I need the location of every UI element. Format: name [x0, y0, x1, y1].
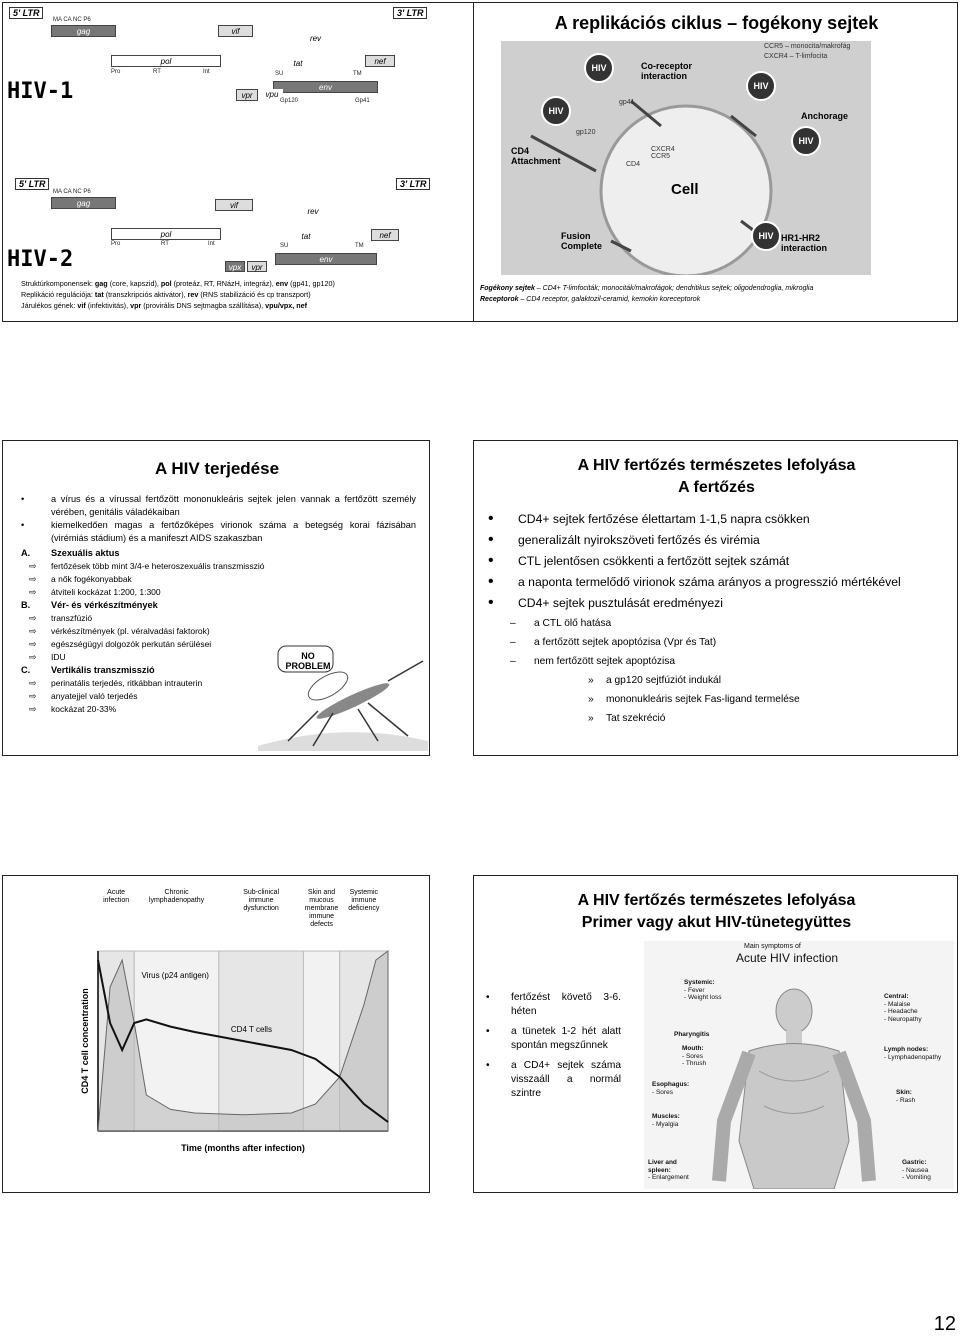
hiv1-ltr5: 5' LTR: [9, 7, 43, 19]
arrow-item: [21, 586, 416, 599]
arrow-item: [21, 560, 416, 573]
label-esophagus: [652, 1081, 689, 1096]
list-item: • CD4+ sejtek pusztulását eredményezi: [488, 594, 723, 611]
bullet-item: • fertőzést követő 3-6. héten: [486, 992, 621, 1017]
label-items: - Nausea - Vomiting: [902, 1166, 931, 1181]
hiv2-env-tm: TM: [355, 243, 364, 249]
caption-text: Struktúrkomponensek:: [21, 279, 95, 288]
item-text: a nők fogékonyabbak: [51, 574, 132, 584]
arrow-item: [21, 612, 416, 625]
label-title: Muscles:: [652, 1113, 680, 1120]
hr-interaction-label: HR1-HR2 interaction: [781, 233, 828, 253]
slide-acute-syndrome: [473, 875, 958, 1193]
bullet-text: fertőzést követő 3-6. héten: [511, 992, 621, 1017]
label-central: [884, 993, 922, 1023]
anchorage-label: Anchorage: [801, 111, 849, 121]
label-gastric: [902, 1159, 931, 1182]
arrow-icon: ⇨: [29, 574, 37, 584]
phase-label: Skin and mucous membrane immune defects: [304, 889, 339, 928]
label-title: Mouth:: [682, 1045, 704, 1052]
section-title: Vér- és vérkészítmények: [51, 600, 158, 610]
figure-heading-1: Main symptoms of: [744, 943, 801, 950]
label-title: Central:: [884, 993, 909, 1000]
coreceptor-label: Co-receptor interaction: [641, 61, 693, 81]
caption-text: – CD4 receptor, galaktozil-ceramid, kemokin koreceptorok: [518, 296, 701, 303]
cd4-attachment-label: CD4 Attachment: [511, 146, 561, 166]
ccr5-note: CCR5 – monocita/makrofág: [764, 43, 851, 50]
hiv2-gag-sub: MA CA NC P6: [53, 189, 91, 195]
hiv-entry-diagram: [501, 41, 871, 275]
section-mark: A.: [21, 548, 31, 558]
bullet-text: a vírus és a vírussal fertőzött mononukleáris sejtek jelen vannak a fertőzött személy vérében, genitális váladékaiban: [51, 494, 416, 517]
arrow-icon: ⇨: [29, 691, 37, 701]
hiv1-pol-gene: pol: [111, 55, 221, 67]
cartoon-bubble-text: NO PROBLEM: [285, 651, 331, 671]
hiv2-rev-gene: rev: [288, 206, 338, 218]
list-item: – nem fertőzött sejtek apoptózisa: [510, 656, 676, 667]
hiv1-tat-gene: tat: [273, 58, 323, 70]
arrow-icon: ⇨: [29, 561, 37, 571]
hiv2-label: HIV-2: [7, 247, 74, 272]
slide-title: [474, 890, 958, 934]
label-items: - Myalgia: [652, 1120, 679, 1128]
title-line: A HIV fertőzés természetes lefolyása: [577, 457, 856, 474]
item-text: egészségügyi dolgozók perkután sérülései: [51, 639, 212, 649]
slide-hiv-spread: [2, 440, 430, 756]
arrow-icon: ⇨: [29, 704, 37, 714]
y-axis-label: CD4 T cell concentration: [80, 988, 90, 1094]
item-text: átviteli kockázat 1:200, 1:300: [51, 587, 161, 597]
hiv1-gag-gene: gag: [51, 25, 116, 37]
caption-text: – CD4+ T-limfociták; monociták/makrofágok; dendritikus sejtek; oligodendroglia, mikroglia: [534, 285, 814, 292]
slide-genome-map: [2, 2, 487, 322]
list-item-text: a fertőzött sejtek apoptózisa (Vpr és Tat): [534, 637, 717, 648]
phase-label: Sub-clinical immune dysfunction: [243, 889, 280, 912]
list-item: » Tat szekréció: [588, 713, 666, 724]
label-systemic: [684, 979, 721, 1002]
title-line: Primer vagy akut HIV-tünetegyüttes: [581, 914, 852, 931]
hiv1-pol-pro: Pro: [111, 69, 121, 75]
hiv1-gag-sub: MA CA NC P6: [53, 17, 91, 23]
label-title: Gastric:: [902, 1159, 927, 1166]
label-title: Pharyngitis: [674, 1031, 710, 1038]
arrow-icon: ⇨: [29, 587, 37, 597]
list-item-text: Tat szekréció: [606, 713, 666, 724]
label-items: - Enlargement: [648, 1174, 689, 1181]
hiv1-pol-int: Int: [203, 69, 210, 75]
list-item-text: generalizált nyirokszöveti fertőzés és virémia: [518, 533, 760, 547]
hiv1-rev-gene: rev: [288, 33, 343, 45]
caption-gag: gag: [94, 279, 108, 288]
arrow-icon: ⇨: [29, 639, 37, 649]
item-text: fertőzések több mint 3/4-e heteroszexuális transzmisszió: [51, 561, 265, 571]
hiv1-ltr3: 3' LTR: [393, 7, 427, 19]
phase-label: Acute infection: [103, 889, 130, 904]
hiv2-pol-pro: Pro: [111, 241, 121, 247]
cd4-time-chart: [3, 876, 429, 1192]
phase-column: [219, 951, 304, 1131]
caption-text: Járulékos gének:: [21, 301, 78, 310]
label-items: - Rash: [896, 1096, 916, 1104]
section-b-heading: [21, 599, 416, 612]
hiv1-vpr-gene: vpr: [236, 89, 258, 101]
caption-vpr: vpr: [130, 301, 142, 310]
cd4-series-label: CD4 T cells: [230, 1025, 272, 1034]
label-title: Esophagus:: [652, 1081, 690, 1088]
caption-text: Replikáció regulációja:: [21, 290, 95, 299]
label-muscles: [652, 1113, 680, 1128]
hiv1-env-su: SU: [275, 71, 284, 77]
list-item: • a naponta termelődő virionok száma arányos a progresszió mértékével: [488, 573, 901, 590]
slide-replication-cycle: [473, 2, 958, 322]
label-skin: [896, 1089, 915, 1104]
label-lymph-nodes: [884, 1046, 941, 1061]
hiv2-pol-gene: pol: [111, 228, 221, 240]
hiv2-nef-gene: nef: [371, 229, 399, 241]
hiv-virion-icon: HIV: [751, 221, 781, 251]
gp41-label: gp41: [619, 99, 635, 106]
hiv1-gp120: Gp120: [280, 98, 299, 104]
cxcr4-note: CXCR4 – T-limfocita: [764, 53, 828, 60]
fusion-label: Fusion Complete: [561, 231, 603, 251]
item-text: vérkészítmények (pl. véralvadási faktorok): [51, 626, 210, 636]
caption-pol: pol: [160, 279, 172, 288]
susceptible-cells-caption: [480, 283, 950, 305]
hiv-virion-icon: HIV: [746, 71, 776, 101]
item-text: perinatális terjedés, ritkábban intrauterin: [51, 678, 203, 688]
list-item: • generalizált nyirokszöveti fertőzés és virémia: [488, 531, 760, 548]
cd4-label: CD4: [626, 161, 641, 168]
title-line: A fertőzés: [678, 479, 755, 496]
bullet-item: • a CD4+ sejtek száma visszaáll a normál szintre: [486, 1060, 621, 1099]
slide-natural-course: [473, 440, 958, 756]
hiv1-vif-gene: vif: [218, 25, 253, 37]
caption-tat: tat: [94, 290, 104, 299]
hiv2-vpr-gene: vpr: [247, 261, 267, 272]
arrow-icon: ⇨: [29, 652, 37, 662]
label-title: Lymph nodes:: [884, 1046, 929, 1053]
slide-title: A replikációs ciklus – fogékony sejtek: [554, 13, 879, 33]
label-items: - Malaise - Headache - Neuropathy: [884, 1000, 922, 1023]
hiv2-vpx-gene: vpx: [225, 261, 245, 272]
list-item-text: CD4+ sejtek pusztulását eredményezi: [518, 596, 723, 610]
arrow-icon: ⇨: [29, 613, 37, 623]
label-items: - Lymphadenopathy: [884, 1053, 942, 1061]
caption-text: (core, kapszid),: [107, 279, 161, 288]
hiv1-env-tm: TM: [353, 71, 362, 77]
caption-vif: vif: [77, 301, 86, 310]
slide-cd4-chart: [2, 875, 430, 1193]
arrow-item: [21, 573, 416, 586]
hiv2-gag-gene: gag: [51, 197, 116, 209]
hiv1-label: HIV-1: [7, 79, 74, 104]
phase-label: Systemic immune deficiency: [348, 889, 380, 912]
phase-label: Chronic lymphadenopathy: [148, 889, 205, 904]
section-a-heading: [21, 547, 416, 560]
hiv1-nef-gene: nef: [365, 55, 395, 67]
section-mark: B.: [21, 600, 31, 610]
caption-text: (gp41, gp120): [288, 279, 335, 288]
caption-susceptible-label: Fogékony sejtek: [480, 285, 535, 292]
label-title: Systemic:: [684, 979, 715, 986]
hiv2-pol-int: Int: [208, 241, 215, 247]
label-items: - Sores - Thrush: [682, 1052, 707, 1067]
hiv2-env-gene: env: [275, 253, 377, 265]
list-item-text: nem fertőzött sejtek apoptózisa: [534, 656, 676, 667]
item-text: IDU: [51, 652, 66, 662]
caption-text: (RNS stabilizáció és cp transzport): [198, 290, 311, 299]
figure-heading-2: Acute HIV infection: [736, 951, 839, 965]
hiv2-env-su: SU: [280, 243, 289, 249]
list-item-text: CD4+ sejtek fertőzése élettartam 1-1,5 napra csökken: [518, 512, 810, 526]
hiv-virion-icon: HIV: [584, 53, 614, 83]
arrow-icon: ⇨: [29, 678, 37, 688]
slide-title: [474, 455, 958, 499]
list-item: » a gp120 sejtfúziót indukál: [588, 675, 721, 686]
gp120-label: gp120: [576, 129, 596, 136]
bullet-item: • kiemelkedően magas a fertőzőképes virionok száma a betegség korai fázisában (virémiás stádium) és a manifeszt AIDS szakaszban: [21, 520, 416, 543]
section-mark: C.: [21, 665, 31, 675]
bullet-text: kiemelkedően magas a fertőzőképes virionok száma a betegség korai fázisában (virémiás stádium) és a manifeszt AIDS szakaszban: [51, 520, 416, 543]
label-title: Liver and spleen:: [648, 1159, 677, 1174]
list-item: – a CTL ölő hatása: [510, 618, 612, 629]
hiv1-gp41: Gp41: [355, 98, 370, 104]
hiv1-vpu-gene: vpu: [261, 89, 283, 101]
hiv-virion-icon: HIV: [541, 96, 571, 126]
bullet-text: a CD4+ sejtek száma visszaáll a normál szintre: [511, 1060, 621, 1099]
section-title: Vertikális transzmisszió: [51, 665, 155, 675]
hiv2-vif-gene: vif: [215, 199, 253, 211]
acute-symptoms-figure: [644, 941, 954, 1189]
hiv-virion-icon: HIV: [791, 126, 821, 156]
bullet-text: a tünetek 1-2 hét alatt spontán megszűnnek: [511, 1026, 621, 1051]
list-item-text: CTL jelentősen csökkenti a fertőzött sejtek számát: [518, 554, 790, 568]
cell-label: Cell: [671, 181, 699, 198]
arrow-item: [21, 625, 416, 638]
list-item-text: a gp120 sejtfúziót indukál: [606, 675, 721, 686]
item-text: kockázat 20-33%: [51, 704, 117, 714]
caption-text: (transzkripciós aktivátor),: [103, 290, 188, 299]
label-items: - Sores: [652, 1088, 673, 1096]
section-title: Szexuális aktus: [51, 548, 120, 558]
hiv2-pol-rt: RT: [161, 241, 169, 247]
x-axis-label: Time (months after infection): [181, 1143, 305, 1153]
virus-series-label: Virus (p24 antigen): [141, 971, 209, 980]
label-pharyngitis: [674, 1031, 709, 1039]
caption-rev: rev: [187, 290, 199, 299]
hiv1-pol-rt: RT: [153, 69, 161, 75]
label-items: - Fever - Weight loss: [684, 986, 722, 1001]
list-item: » mononukleáris sejtek Fas-ligand termelése: [588, 694, 800, 705]
label-liver-spleen: [648, 1159, 698, 1182]
page-number: 12: [933, 1313, 956, 1335]
bullet-item: • a tünetek 1-2 hét alatt spontán megszűnnek: [486, 1026, 621, 1051]
slide-title: A HIV terjedése: [154, 459, 280, 478]
course-content: [488, 511, 948, 730]
label-mouth: [682, 1045, 706, 1068]
caption-text: (infektivitás),: [85, 301, 131, 310]
list-item-text: a naponta termelődő virionok száma arányos a progresszió mértékével: [518, 575, 901, 589]
caption-text: (provirális DNS sejtmagba szállítása),: [141, 301, 266, 310]
cxcr4-ccr5-label: CXCR4 CCR5: [651, 146, 675, 160]
label-title: Skin:: [896, 1089, 912, 1096]
list-item: – a fertőzött sejtek apoptózisa (Vpr és Tat): [510, 637, 717, 648]
caption-text: (proteáz, RT, RNázH, integráz),: [171, 279, 276, 288]
list-item: • CTL jelentősen csökkenti a fertőzött sejtek számát: [488, 552, 790, 569]
genome-caption: [21, 278, 481, 311]
hiv1-env-gene: env: [273, 81, 378, 93]
list-item-text: mononukleáris sejtek Fas-ligand termelése: [606, 694, 800, 705]
caption-receptors-label: Receptorok: [480, 296, 519, 303]
caption-env: env: [275, 279, 289, 288]
item-text: anyatejjel való terjedés: [51, 691, 138, 701]
caption-vpu-vpx: vpu/vpx, nef: [265, 301, 308, 310]
acute-content: [486, 991, 621, 1107]
hiv2-tat-gene: tat: [281, 231, 331, 243]
arrow-icon: ⇨: [29, 626, 37, 636]
title-line: A HIV fertőzés természetes lefolyása: [577, 892, 856, 909]
bullet-item: • a vírus és a vírussal fertőzött mononukleáris sejtek jelen vannak a fertőzött személy vérében, genitális váladékaiban: [21, 494, 416, 517]
hiv2-ltr3: 3' LTR: [396, 178, 430, 190]
item-text: transzfúzió: [51, 613, 93, 623]
list-item-text: a CTL ölő hatása: [534, 618, 612, 629]
hiv2-ltr5: 5' LTR: [15, 178, 49, 190]
list-item: • CD4+ sejtek fertőzése élettartam 1-1,5 napra csökken: [488, 510, 810, 527]
